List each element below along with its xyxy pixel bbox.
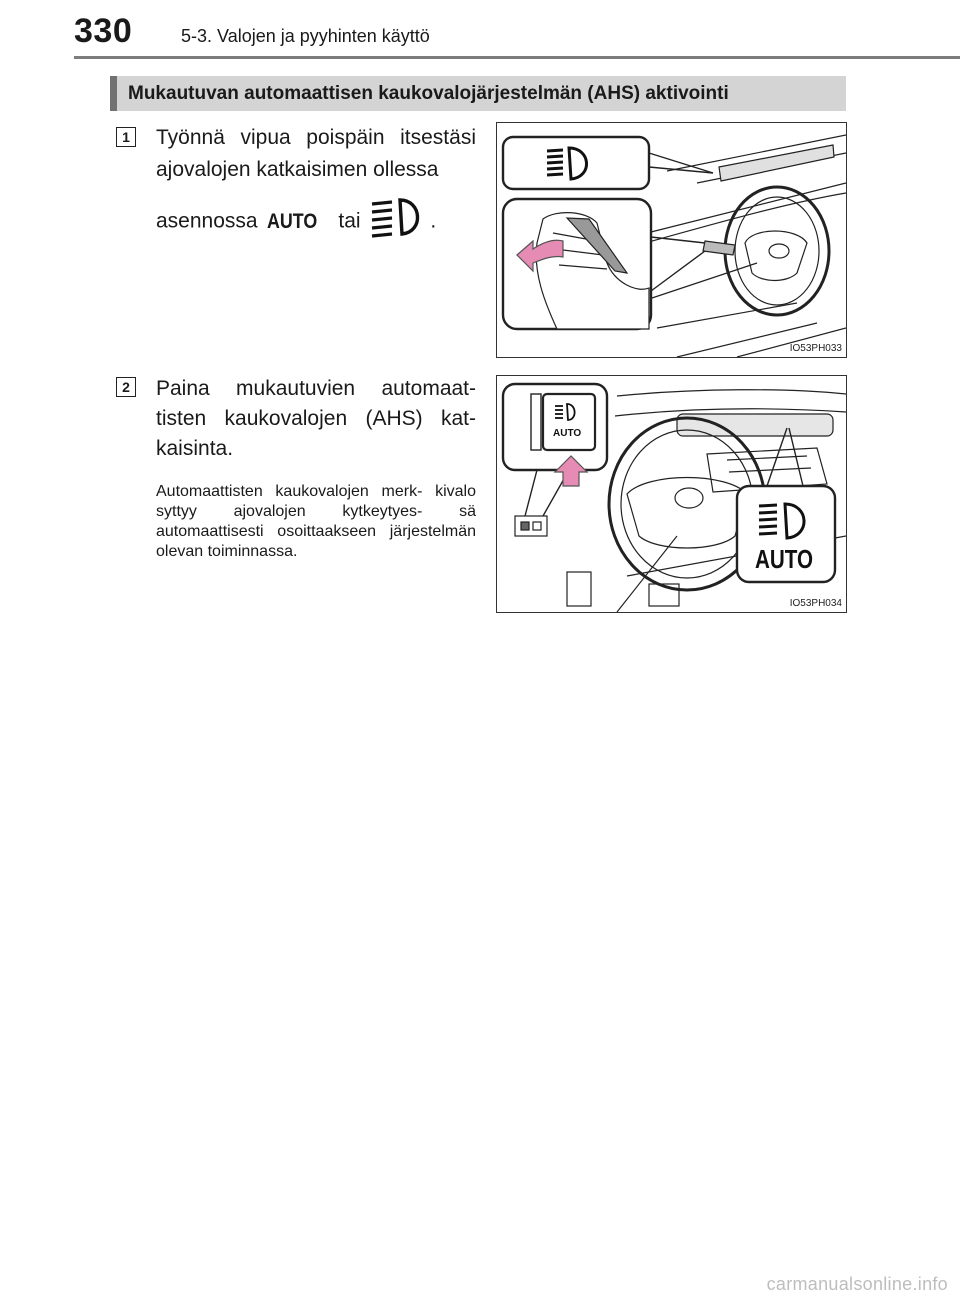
- figure-2-illustration: [497, 376, 846, 612]
- header-rule: [74, 56, 960, 59]
- section-band-accent: [110, 76, 117, 111]
- step-1-line1: Työnnä vipua poispäin itsestäsi ajovalojen katkaisimen ollessa: [156, 126, 476, 181]
- watermark: carmanualsonline.info: [766, 1274, 948, 1294]
- auto-symbol: AUTO: [267, 209, 318, 233]
- step-1-pre: asennossa: [156, 209, 258, 233]
- step-1-end: .: [430, 209, 437, 233]
- figure-2: [496, 375, 847, 613]
- step-1-mid: tai: [338, 209, 361, 233]
- headlight-icon: [370, 196, 426, 248]
- section-title: Mukautuvan automaattisen kaukovalojärjestelmän (AHS) aktivointi: [128, 83, 729, 104]
- figure-1-code: IO53PH033: [789, 343, 842, 354]
- running-head: 5-3. Valojen ja pyyhinten käyttö: [181, 26, 430, 46]
- switch-auto-label: AUTO: [553, 428, 582, 439]
- figure-2-code: IO53PH034: [789, 598, 842, 609]
- section-band: [110, 76, 846, 111]
- figure-1-illustration: [497, 123, 846, 357]
- step-number-2: 2: [116, 377, 136, 397]
- step-number-1: 1: [116, 127, 136, 147]
- figure-1: [496, 122, 847, 358]
- step-2-text: Paina mukautuvien automaat- tisten kaukovalojen (AHS) kat- kaisinta.: [156, 377, 476, 460]
- step-1-text: [156, 122, 476, 248]
- callout-auto-label: AUTO: [755, 544, 813, 574]
- page-number: 330: [74, 12, 133, 50]
- step-2-note: Automaattisten kaukovalojen merk- kivalo syttyy ajovalojen kytkeytyes- sä automaattisesti osoittaakseen järjestelmän olevan toiminnassa.: [156, 483, 476, 560]
